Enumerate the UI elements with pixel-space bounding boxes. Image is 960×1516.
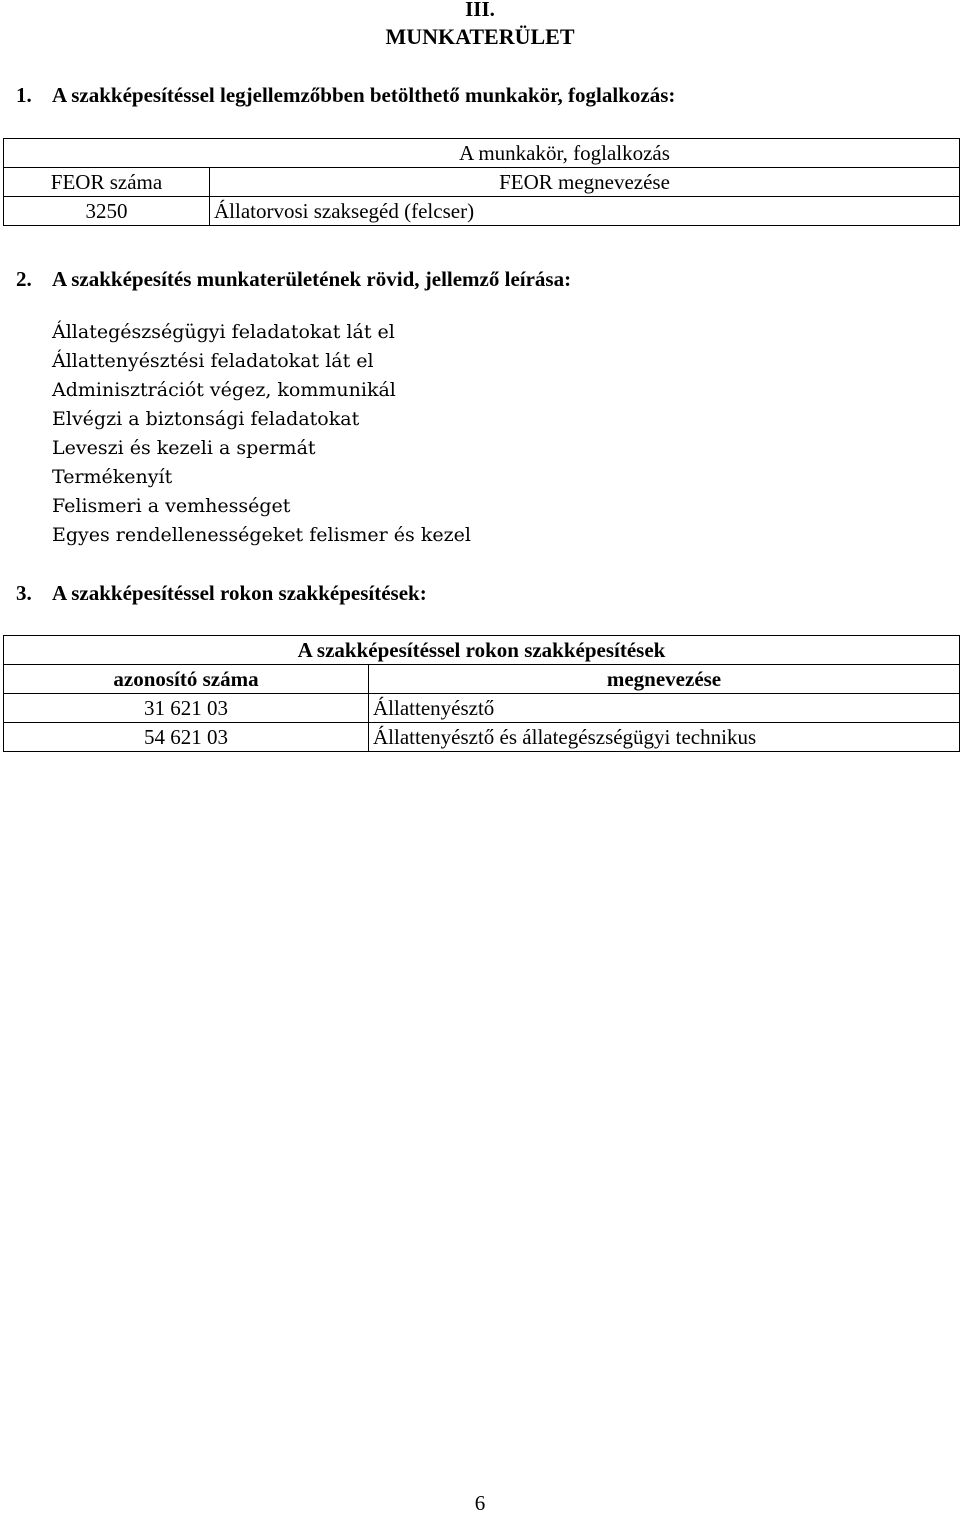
- list-item: Egyes rendellenességeket felismer és kezel: [52, 524, 471, 546]
- chapter-title: MUNKATERÜLET: [385, 24, 575, 49]
- feor-code-cell: 3250: [4, 197, 210, 226]
- section-3-title: A szakképesítéssel rokon szakképesítések:: [52, 581, 427, 605]
- related-name-header: megnevezése: [369, 665, 960, 694]
- feor-table-group-header-row: [4, 139, 960, 168]
- list-item: Állategészségügyi feladatokat lát el: [52, 321, 395, 343]
- related-name-cell: Állattenyésztő: [369, 694, 960, 723]
- section-2-title: A szakképesítés munkaterületének rövid, jellemző leírása:: [52, 267, 572, 291]
- related-table-group-header-row: [4, 636, 960, 665]
- page-number: 6: [474, 1491, 486, 1515]
- section-3-heading: [16, 580, 427, 606]
- feor-name-header: FEOR megnevezése: [210, 168, 960, 197]
- related-code-header: azonosító száma: [4, 665, 369, 694]
- section-2-number: 2.: [16, 267, 32, 291]
- feor-table-header-row: [4, 168, 960, 197]
- section-1-number: 1.: [16, 83, 32, 107]
- related-name-cell: Állattenyésztő és állategészségügyi technikus: [369, 723, 960, 752]
- list-item: Felismeri a vemhességet: [52, 495, 291, 517]
- list-item: Adminisztrációt végez, kommunikál: [52, 379, 396, 401]
- list-item: Termékenyít: [52, 466, 173, 488]
- list-item: Állattenyésztési feladatokat lát el: [52, 350, 374, 372]
- feor-code-header: FEOR száma: [4, 168, 210, 197]
- list-item: Elvégzi a biztonsági feladatokat: [52, 408, 360, 430]
- section-1-title: A szakképesítéssel legjellemzőbben betölthető munkakör, foglalkozás:: [52, 83, 676, 107]
- feor-table: [3, 138, 960, 226]
- section-3-number: 3.: [16, 581, 32, 605]
- related-group-header: A szakképesítéssel rokon szakképesítések: [4, 636, 960, 665]
- list-item: Leveszi és kezeli a spermát: [52, 437, 316, 459]
- section-1-heading: [16, 82, 675, 108]
- related-code-cell: 31 621 03: [4, 694, 369, 723]
- related-qualifications-table: [3, 635, 960, 752]
- table-row: [4, 723, 960, 752]
- related-code-cell: 54 621 03: [4, 723, 369, 752]
- table-row: [4, 197, 960, 226]
- feor-group-header: A munkakör, foglalkozás: [4, 139, 960, 168]
- feor-name-cell: Állatorvosi szaksegéd (felcser): [210, 197, 960, 226]
- related-table-header-row: [4, 665, 960, 694]
- work-area-description-list: [52, 318, 471, 550]
- section-2-heading: [16, 266, 571, 292]
- chapter-number: III.: [465, 0, 495, 21]
- table-row: [4, 694, 960, 723]
